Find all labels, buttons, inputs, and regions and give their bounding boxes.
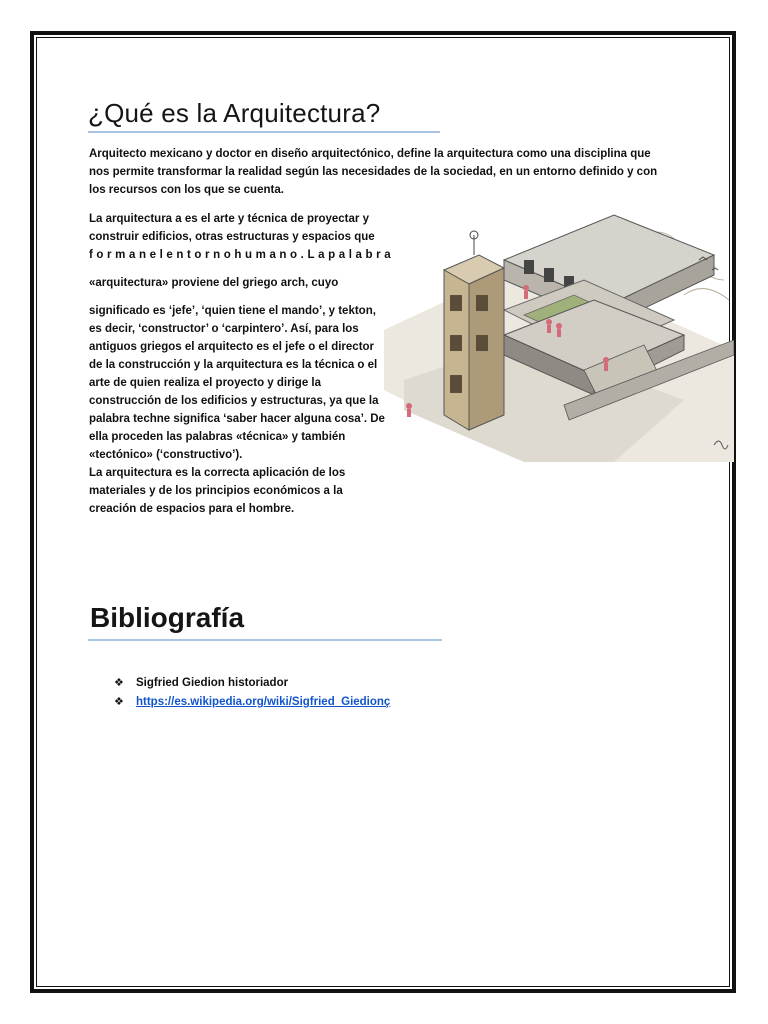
- bibliography-list: [114, 674, 390, 712]
- intro-paragraph: Arquitecto mexicano y doctor en diseño arquitectónico, define la arquitectura como una disciplina que nos permite transformar la realidad según las necesidades de la sociedad, en un entorno definido y con los recursos con los que se cuenta.: [89, 148, 658, 196]
- diamond-bullet-icon: ❖: [114, 677, 124, 689]
- page-title: ¿Qué es la Arquitectura?: [88, 98, 381, 128]
- definicion-final-text: La arquitectura es la correcta aplicación de los materiales y de los principios económicos a la creación de espacios para el hombre.: [89, 467, 346, 515]
- diamond-bullet-icon: ❖: [114, 696, 124, 708]
- bibliography-text: Sigfried Giedion historiador: [136, 677, 289, 689]
- paragraph-line-spaced: formanelentornohumano.Lapalabra: [89, 249, 395, 261]
- bibliography-item: [114, 674, 390, 693]
- bibliography-underline: [88, 639, 442, 641]
- wikipedia-link[interactable]: https://es.wikipedia.org/wiki/Sigfried_Giedionç: [136, 696, 391, 708]
- paragraph-arquitectura-definicion: [89, 210, 395, 264]
- paragraph-significado: [89, 302, 389, 518]
- bibliography-item: [114, 693, 390, 712]
- paragraph-etimologia: «arquitectura» proviene del griego arch, cuyo: [89, 277, 339, 289]
- paragraph-line: construir edificios, otras estructuras y espacios que: [89, 231, 375, 243]
- title-underline: [88, 131, 440, 133]
- architecture-sketch-image: [384, 200, 734, 462]
- significado-text: significado es ‘jefe’, ‘quien tiene el mando’, y tekton, es decir, ‘constructor’ o ‘carpintero’. Así, para los antiguos griegos el arquitecto es el jefe o el director de la construcción y la arquitectura es la técnica o el arte de quien realiza el proyecto y dirige la construcción de los edificios y estructuras, ya que la palabra techne significa ‘saber hacer alguna cosa’. De ella proceden las palabras «técnica» y también «tectónico» (‘constructivo’).: [89, 305, 385, 461]
- paragraph-line: La arquitectura a es el arte y técnica de proyectar y: [89, 213, 369, 225]
- bibliography-heading: Bibliografía: [90, 602, 245, 633]
